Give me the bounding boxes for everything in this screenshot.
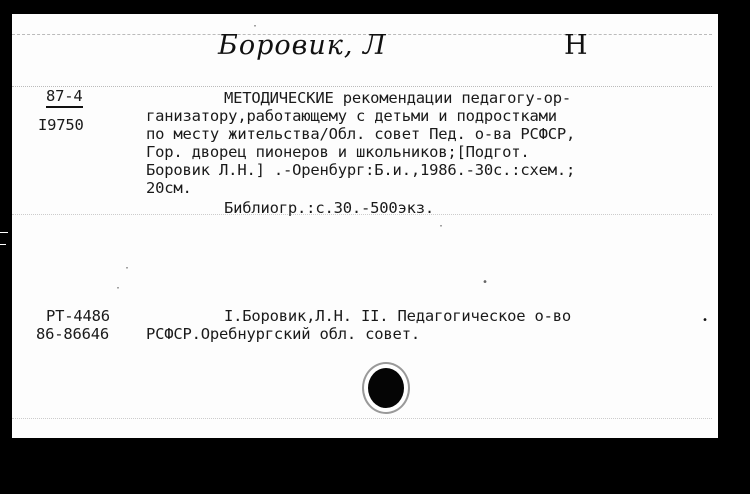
tracing-line: I.Боровик,Л.Н. II. Педагогическое о-во [224,307,572,325]
record-number: 86-86646 [36,325,110,343]
scan-speck: · [124,263,131,274]
scan-speck: • [702,315,709,326]
scan-speck: · [115,283,122,294]
scan-speck: · [438,221,445,232]
entry-line: по месту жительства/Обл. совет Пед. о-ва РСФСР, [146,125,576,143]
scan-speck: • [482,277,489,288]
tracing-line: РСФСР.Оребнургский обл. совет. [146,325,420,343]
bibliography-note: Библиогр.:с.30.-500экз. [224,199,435,217]
entry-line: МЕТОДИЧЕСКИЕ рекомендации педагогу-ор- [224,89,572,107]
scan-edge-mark [0,232,8,233]
entry-line: ганизатору,работающему с детьми и подростками [146,107,557,125]
entry-line: Боровик Л.Н.] .-Оренбург:Б.и.,1986.-30с.:схем.; [146,161,576,179]
scan-speck: · [252,21,259,32]
entry-line: Гор. дворец пионеров и школьников;[Подгот. [146,143,530,161]
scan-edge-mark [0,244,6,245]
entry-line: 20см. [146,179,192,197]
scan-artifact-line [12,418,712,419]
handwritten-mark: Н [564,30,589,61]
handwritten-author: Боровик, Л [218,30,387,61]
card-punch-hole [368,368,404,408]
catalog-card [12,14,718,438]
accession-number: I9750 [38,116,84,134]
shelf-code-text: 87-4 [46,87,83,108]
scan-artifact-line [12,86,712,87]
shelf-code [46,88,83,104]
rt-number: РТ-4486 [46,307,110,325]
